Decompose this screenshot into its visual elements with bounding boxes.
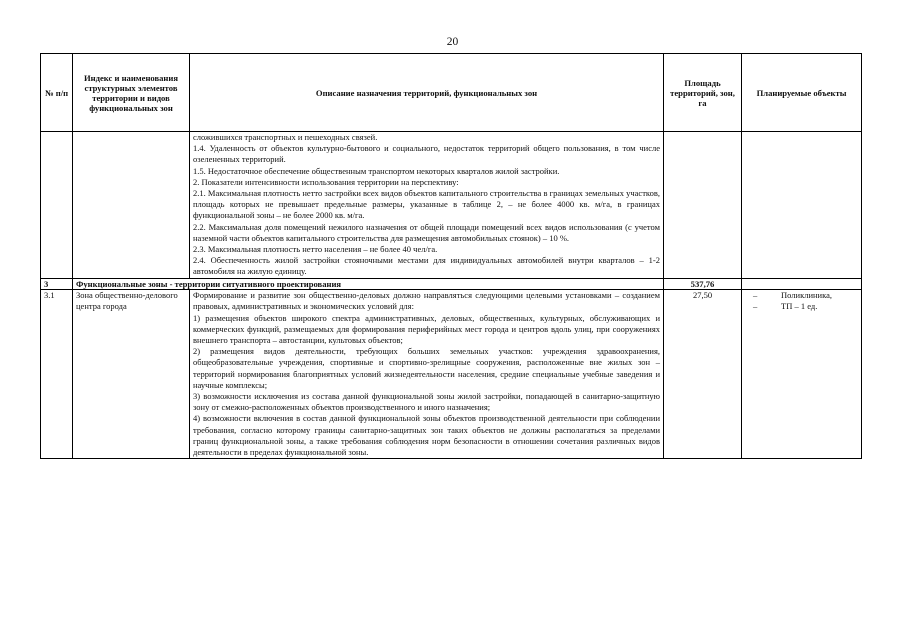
list-item	[745, 290, 858, 301]
desc-line: 1.4. Удаленность от объектов культурно-бытового и социального, недостаток территорий общего пользования, в том числе озелененных территорий.	[193, 143, 660, 165]
desc-line: 2. Показатели интенсивности использования территории на перспективу:	[193, 176, 459, 187]
row-num: 3.1	[41, 290, 73, 459]
object-label: ТП – 1 ед.	[781, 301, 818, 312]
desc-line: 4) возможности включения в состав данной функциональной зоны объектов производственной деятельности при соблюдении требования, согласно которому границы санитарно-защитных зон таких объектов не должны располагаться за пределами границ функциональной зоны, а также требования соблюдения норм безопасности в отношении сочетания различных видов деятельности в пределах функциональной зоны.	[193, 413, 660, 457]
desc-line: 2) размещения видов деятельности, требующих больших земельных участков: учреждения здравоохранения, общеобразовательные учреждения, спортивные и спортивно-зрелищные сооружения, расположенные вне жилых зон – территорий нормирования благоприятных условий жизнедеятельности населения, средние специальные учебные заведения и научные комплексы;	[193, 346, 660, 390]
header-num: № п/п	[41, 54, 73, 132]
desc-line: 2.3. Максимальная плотность нетто населения – не более 40 чел/га.	[193, 244, 438, 255]
section-area: 537,76	[664, 278, 742, 290]
desc-line: 1.5. Недостаточное обеспечение общественным транспортом некоторых кварталов жилой застройки.	[193, 165, 560, 176]
table-header-row	[41, 54, 862, 132]
list-item	[745, 301, 858, 312]
desc-line: сложившихся транспортных и пешеходных связей.	[193, 132, 378, 142]
continuation-row	[41, 132, 862, 279]
planned-objects	[742, 290, 862, 459]
section-num: 3	[41, 278, 73, 290]
header-area: Площадь территорий, зон, га	[664, 54, 742, 132]
cell-num-empty	[41, 132, 73, 279]
functional-zones-table	[40, 53, 862, 459]
desc-line: Формирование и развитие зон общественно-деловых должно направляться следующими целевыми установками – созданием правовых, административных и экономических условий для:	[193, 290, 660, 312]
desc-line: 2.4. Обеспеченность жилой застройки стояночными местами для индивидуальных автомобилей внутри кварталов – 1-2 автомобиля на жилую единицу.	[193, 255, 660, 277]
section-objects-empty	[742, 278, 862, 290]
zone-area: 27,50	[664, 290, 742, 459]
object-label: Поликлиника,	[781, 290, 832, 301]
header-description: Описание назначения территорий, функциональных зон	[190, 54, 664, 132]
section-title: Функциональные зоны - территории ситуативного проектирования	[73, 278, 664, 290]
planned-objects-list	[745, 290, 858, 312]
desc-line: 2.2. Максимальная доля помещений нежилого назначения от общей площади помещений всех видов использования (с учетом наземной части объектов капитального строительства для размещения автомобильных стоянок) – 10 %.	[193, 221, 660, 243]
header-index: Индекс и наименования структурных элементов территории и видов функциональных зон	[73, 54, 190, 132]
desc-line: 2.1. Максимальная плотность нетто застройки всех видов объектов капитального строительства в границах земельных участков, площадь которых не превышает предельные размеры, указанные в таблице 2, – не более 4000 кв. м/га, в границах функциональной зоны – не более 2000 кв. м/га.	[193, 188, 660, 221]
desc-line: 1) размещения объектов широкого спектра административных, деловых, общественных, культурных, обслуживающих и коммерческих функций, размещаемых для формирования периферийных мест города и центров вдоль улиц, при сооружениях внешнего транспорта – автостанции, культовых объектов;	[193, 312, 660, 345]
zone-description	[190, 290, 664, 459]
continuation-description	[190, 132, 664, 279]
header-objects: Планируемые объекты	[742, 54, 862, 132]
cell-area-empty	[664, 132, 742, 279]
cell-index-empty	[73, 132, 190, 279]
row-3-1	[41, 290, 862, 459]
cell-objects-empty	[742, 132, 862, 279]
desc-line: 3) возможности исключения из состава данной функциональной зоны жилой застройки, попадающей в санитарно-защитную зону от смежно-расположенных объектов производственного и иного назначения;	[193, 390, 660, 413]
dash-marker: –	[753, 301, 758, 312]
section-row-3	[41, 278, 862, 290]
page-number: 20	[446, 36, 459, 48]
zone-name: Зона общественно-делового центра города	[73, 290, 190, 459]
dash-marker: –	[753, 290, 758, 301]
